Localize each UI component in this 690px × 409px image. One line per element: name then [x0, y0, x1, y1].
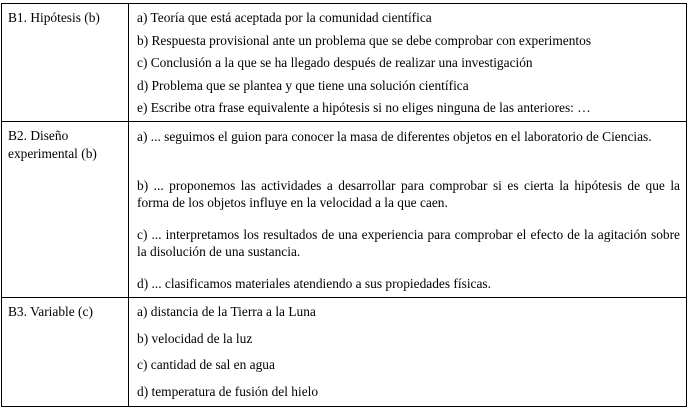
question-row-b1 — [2, 4, 687, 122]
option-a: a) ... seguimos el guion para conocer la masa de diferentes objetos en el laboratorio de Ciencias. — [137, 129, 652, 144]
question-table — [1, 3, 687, 407]
question-label-line1: B2. Diseño — [8, 128, 69, 143]
option-a: a) distancia de la Tierra a la Luna — [137, 304, 316, 319]
question-label-cell — [2, 298, 129, 407]
options-cell — [129, 122, 687, 298]
question-label: B3. Variable (c) — [8, 304, 93, 319]
question-row-b2 — [2, 122, 687, 298]
option-b: b) velocidad de la luz — [137, 330, 253, 346]
options-cell — [129, 4, 687, 122]
option-a: a) Teoría que está aceptada por la comunidad científica — [137, 10, 432, 25]
question-label-line2: experimental (b) — [8, 146, 97, 161]
question-label-cell — [2, 4, 129, 122]
option-b: b) ... proponemos las actividades a desarrollar para comprobar si es cierta la hipótesis de que la forma de los objetos influye en la velocidad a la que caen. — [137, 178, 680, 210]
option-d: d) Problema que se plantea y que tiene una solución científica — [137, 77, 469, 93]
option-c: c) Conclusión a la que se ha llegado después de realizar una investigación — [137, 55, 533, 70]
option-c: c) ... interpretamos los resultados de una experiencia para comprobar el efecto de la agitación sobre la disolución de una sustancia. — [137, 227, 680, 259]
question-row-b3 — [2, 298, 687, 407]
option-d: d) ... clasificamos materiales atendiendo a sus propiedades físicas. — [137, 276, 491, 291]
option-d: d) temperatura de fusión del hielo — [137, 383, 319, 399]
question-label-cell — [2, 122, 129, 298]
options-cell — [129, 298, 687, 407]
option-e: e) Escribe otra frase equivalente a hipótesis si no eliges ninguna de las anteriores: … — [137, 100, 591, 115]
question-label: B1. Hipótesis (b) — [8, 10, 100, 25]
option-b: b) Respuesta provisional ante un problema que se debe comprobar con experimentos — [137, 32, 592, 48]
option-c: c) cantidad de sal en agua — [137, 357, 275, 372]
